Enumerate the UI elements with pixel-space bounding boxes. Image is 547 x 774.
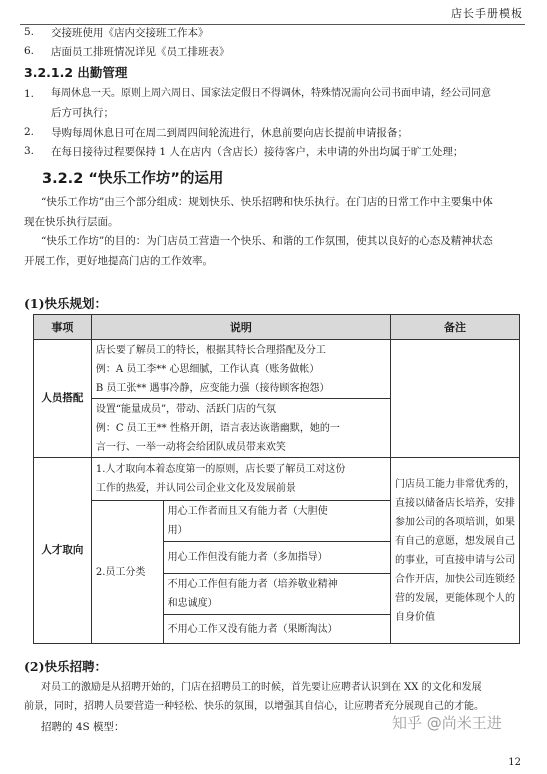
item-number: 6. <box>24 45 35 57</box>
class-cell <box>163 501 390 542</box>
category-cell: 人员搭配 <box>34 340 92 458</box>
cell-line: 用心工作但没有能力者（多加指导） <box>167 552 328 563</box>
list-item-text: 后方可执行； <box>51 107 114 119</box>
cell-line: 用） <box>167 525 188 536</box>
paragraph-line: “快乐工作坊”的目的：为门店员工营造一个快乐、和谐的工作氛围，使其以良好的心态及精神状态 <box>41 235 493 247</box>
cell-line: 直接以储备店长培养，安排 <box>394 497 515 509</box>
cell-line: 和忠诚度） <box>167 598 218 609</box>
note-cell <box>390 340 519 458</box>
item-number: 3. <box>24 145 35 157</box>
list-item-text: 店面员工排班情况详见《员工排班表》 <box>51 46 230 58</box>
page-header-title: 店长手册模板 <box>451 7 523 20</box>
cell-line: 有自己的意愿，想发展自己 <box>394 535 515 547</box>
list-item-text: 每周休息一天。原则上周六周日、国家法定假日不得调休，特殊情况需向公司书面申请，经公司同意 <box>51 88 491 99</box>
cell-line: 设置“能量成员”，带动、活跃门店的气氛 <box>95 403 277 415</box>
class-cell <box>163 542 390 574</box>
item-number: 2. <box>24 126 35 138</box>
list-item-text: 在每日接待过程要保持 1 人在店内（含店长）接待客户，未申请的外出均属于旷工处理； <box>51 146 464 158</box>
table-row <box>34 458 520 501</box>
paragraph-line: “快乐工作坊”由三个部分组成：规划快乐、快乐招聘和快乐执行。在门店的日常工作中主要集中体 <box>41 196 493 208</box>
cell-line: 1.人才取向本着态度第一的原则，店长要了解员工对这份 <box>95 464 346 475</box>
paragraph-line: 前景，同时，招聘人员要营造一种轻松、快乐的氛围，以增强其自信心，让应聘者充分展现自己的才能。 <box>24 701 484 712</box>
list-item-text: 交接班使用《店内交接班工作本》 <box>51 27 209 39</box>
table-row <box>34 340 520 399</box>
section-heading-3212: 3.2.1.2 出勤管理 <box>24 65 128 80</box>
section-heading-322: 3.2.2 “快乐工作坊”的运用 <box>42 171 224 187</box>
paragraph-line: 开展工作，更好地提高门店的工作效率。 <box>24 255 213 267</box>
cell-line: 参加公司的各项培训，如果 <box>394 516 515 528</box>
note-cell <box>390 458 519 644</box>
watermark-text: 知乎 @尚米王进 <box>392 714 502 732</box>
plan-table <box>33 314 520 644</box>
page-number: 12 <box>508 757 521 768</box>
plan-heading: (1)快乐规划： <box>24 296 108 311</box>
cell-line: B 员工张** 遇事冷静，应变能力强（接待顾客抱怨） <box>95 382 330 394</box>
column-header-item: 事项 <box>34 315 92 340</box>
column-header-note: 备注 <box>390 315 519 340</box>
description-cell <box>91 399 390 458</box>
cell-line: 自身价值 <box>394 611 435 623</box>
paragraph-line: 现在快乐执行层面。 <box>24 216 119 228</box>
cell-line: 营的发展，更能体现个人的 <box>394 592 515 604</box>
table-header-row <box>34 315 520 340</box>
cell-line: 用心工作者而且又有能力者（大胆使 <box>167 506 328 517</box>
category-cell: 人才取向 <box>34 458 92 644</box>
cell-line: 例：C 员工王** 性格开朗，语言表达诙谐幽默，她的一 <box>95 422 340 434</box>
cell-line: 例：A 员工李** 心思细腻，工作认真（账务做帐） <box>95 363 320 375</box>
class-cell <box>163 574 390 615</box>
cell-line: 门店员工能力非常优秀的， <box>394 478 515 490</box>
cell-line: 工作的热爱，并认同公司企业文化及发展前景 <box>95 483 296 494</box>
cell-line: 言一行、一举一动将会给团队成员带来欢笑 <box>95 441 286 453</box>
paragraph-line: 对员工的激励是从招聘开始的，门店在招聘员工的时候，首先要让应聘者认识到在 XX 的文化和发展 <box>41 682 482 693</box>
item-number: 1. <box>24 88 35 100</box>
recruit-heading: (2)快乐招聘： <box>24 659 108 674</box>
description-cell <box>91 340 390 399</box>
list-item-text: 导购每周休息日可在周二到周四间轮流进行，休息前要向店长提前申请报备； <box>51 127 408 139</box>
cell-line: 店长要了解员工的特长，根据其特长合理搭配及分工 <box>95 344 326 356</box>
item-number: 5. <box>24 26 35 38</box>
class-cell <box>163 615 390 644</box>
cell-line: 不用心工作但有能力者（培养敬业精神 <box>167 579 338 590</box>
description-cell <box>91 458 390 501</box>
paragraph-line: 招聘的 4S 模型： <box>41 721 125 733</box>
header-rule <box>20 24 525 25</box>
sub-label-cell: 2.员工分类 <box>91 501 163 644</box>
cell-line: 的事业，可直接申请与公司 <box>394 554 515 566</box>
cell-line: 合作开店，加快公司连锁经 <box>394 573 515 585</box>
cell-line: 不用心工作又没有能力者（果断淘汰） <box>167 623 338 635</box>
column-header-description: 说明 <box>91 315 390 340</box>
